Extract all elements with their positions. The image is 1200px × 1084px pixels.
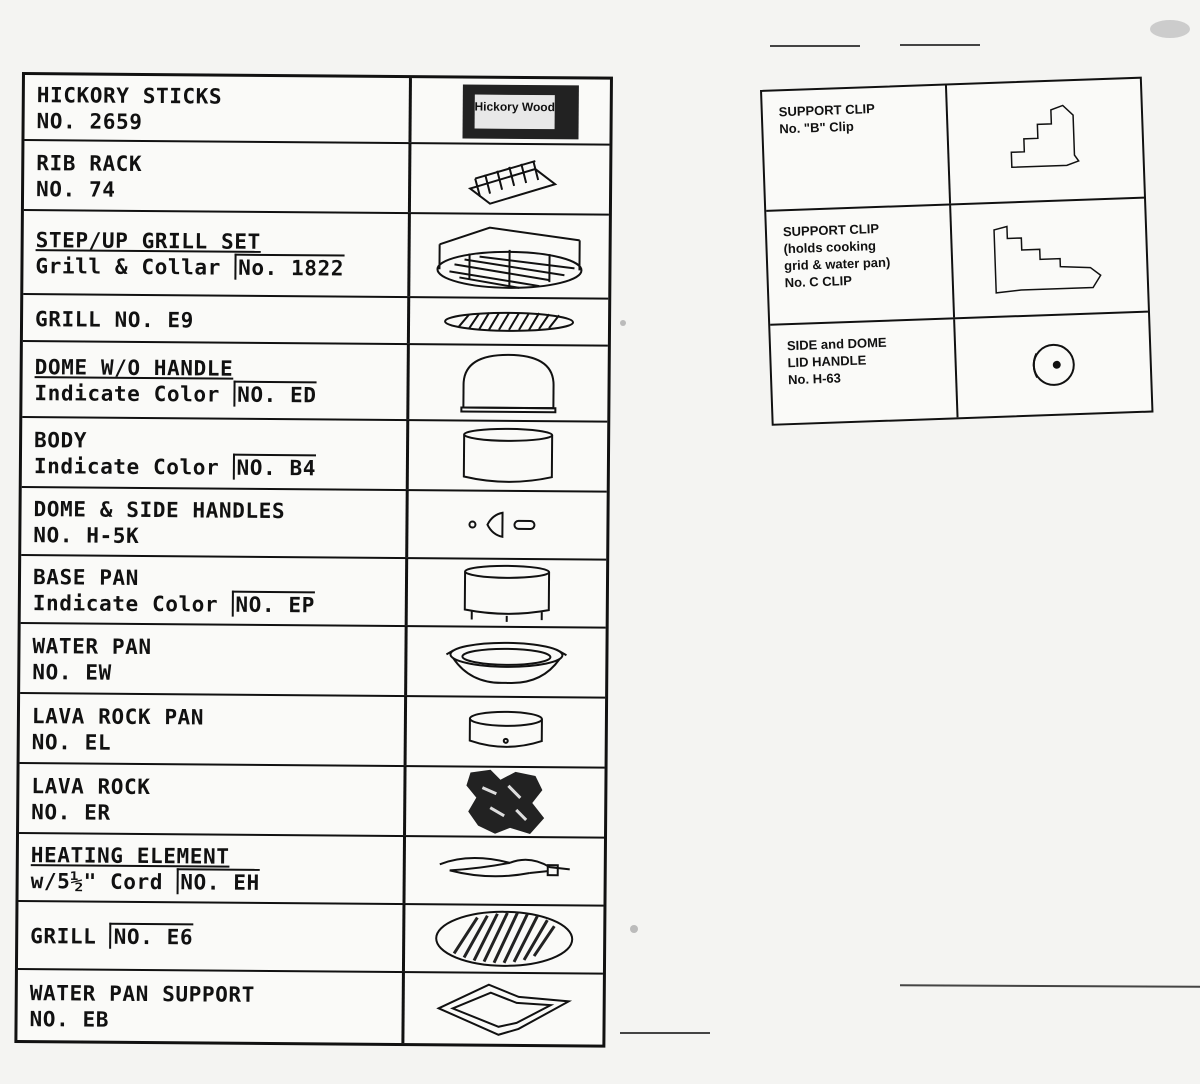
part-desc: Indicate Color xyxy=(34,381,220,407)
table-row xyxy=(20,694,606,769)
rib-rack-icon xyxy=(455,148,565,209)
part-desc: grid & water pan) xyxy=(783,254,891,274)
part-name: DOME W/O HANDLE xyxy=(34,355,234,381)
part-number: NO. 2659 xyxy=(36,109,143,134)
part-number: NO. E6 xyxy=(110,923,194,950)
part-name: HEATING ELEMENT xyxy=(30,843,230,869)
scan-line xyxy=(770,45,860,47)
part-number: NO. 74 xyxy=(35,177,116,202)
part-name: SUPPORT CLIP xyxy=(782,220,880,240)
handles-icon xyxy=(462,504,552,545)
part-name: LAVA ROCK PAN xyxy=(31,704,205,730)
table-row xyxy=(18,902,604,975)
part-name: GRILL NO. E9 xyxy=(34,306,195,332)
part-name: STEP/UP GRILL SET xyxy=(35,228,261,254)
table-row xyxy=(19,764,605,839)
table-row xyxy=(762,79,1144,212)
table-row xyxy=(24,141,610,216)
part-name: SIDE and DOME xyxy=(786,334,887,354)
part-name: BODY xyxy=(34,428,88,453)
part-desc: w/5½" Cord xyxy=(30,869,164,895)
part-name: RIB RACK xyxy=(36,151,143,176)
part-number: NO. EW xyxy=(32,660,112,685)
part-number: NO. EL xyxy=(31,730,112,755)
table-row xyxy=(17,970,603,1045)
dome-icon xyxy=(453,349,564,416)
part-desc: Indicate Color xyxy=(33,454,220,480)
scan-line xyxy=(900,984,1200,988)
scan-line xyxy=(620,1032,710,1034)
part-number: NO. EP xyxy=(231,591,315,618)
lava-rock-icon xyxy=(460,767,551,836)
round-grill-icon xyxy=(429,907,579,970)
part-number: NO. EB xyxy=(29,1007,110,1032)
part-number: NO. B4 xyxy=(232,454,316,481)
part-number: No. "B" Clip xyxy=(779,118,855,137)
scan-line xyxy=(900,44,980,46)
table-row xyxy=(20,624,606,699)
table-row xyxy=(21,556,607,629)
table-row xyxy=(22,418,608,493)
part-name: GRILL xyxy=(30,924,97,949)
water-pan-support-icon xyxy=(428,978,578,1039)
part-number: No. C CLIP xyxy=(784,272,853,291)
b-clip-icon xyxy=(994,94,1097,187)
table-row xyxy=(18,834,604,907)
part-number: NO. ER xyxy=(31,800,111,825)
hickory-wood-box-icon xyxy=(440,80,580,141)
hickory-wood-box-label: Hickory Wood xyxy=(474,99,556,115)
table-row xyxy=(24,75,610,146)
part-number: No. 1822 xyxy=(234,254,344,281)
heating-element-icon xyxy=(430,850,580,891)
clips-table xyxy=(760,77,1153,426)
table-row xyxy=(766,199,1148,326)
part-number: No. H-63 xyxy=(787,370,842,388)
part-number: NO. H-5K xyxy=(33,523,140,548)
parts-table xyxy=(14,72,613,1048)
part-name: WATER PAN SUPPORT xyxy=(29,981,255,1007)
c-clip-icon xyxy=(978,211,1121,306)
part-name: LAVA ROCK xyxy=(31,774,151,800)
part-number: NO. EH xyxy=(176,868,260,895)
table-row xyxy=(21,488,607,561)
table-row xyxy=(22,342,608,423)
grill-set-icon xyxy=(429,219,590,292)
water-pan-icon xyxy=(441,636,571,687)
part-name: DOME & SIDE HANDLES xyxy=(33,497,286,524)
part-desc: LID HANDLE xyxy=(787,352,867,371)
flat-grill-icon xyxy=(439,306,579,337)
part-desc: (holds cooking xyxy=(783,238,877,257)
round-handle-icon xyxy=(1017,334,1089,396)
body-cylinder-icon xyxy=(458,424,558,487)
base-pan-icon xyxy=(457,561,557,624)
part-desc: Grill & Collar xyxy=(35,254,221,280)
part-desc: Indicate Color xyxy=(32,591,219,617)
table-row xyxy=(23,295,608,347)
table-row xyxy=(770,313,1151,424)
part-name: SUPPORT CLIP xyxy=(778,101,876,120)
part-name: BASE PAN xyxy=(32,565,140,590)
part-number: NO. ED xyxy=(233,381,317,408)
part-name: WATER PAN xyxy=(32,634,152,660)
table-row xyxy=(23,211,609,300)
part-name: HICKORY STICKS xyxy=(36,83,223,109)
lava-rock-pan-icon xyxy=(456,706,556,757)
